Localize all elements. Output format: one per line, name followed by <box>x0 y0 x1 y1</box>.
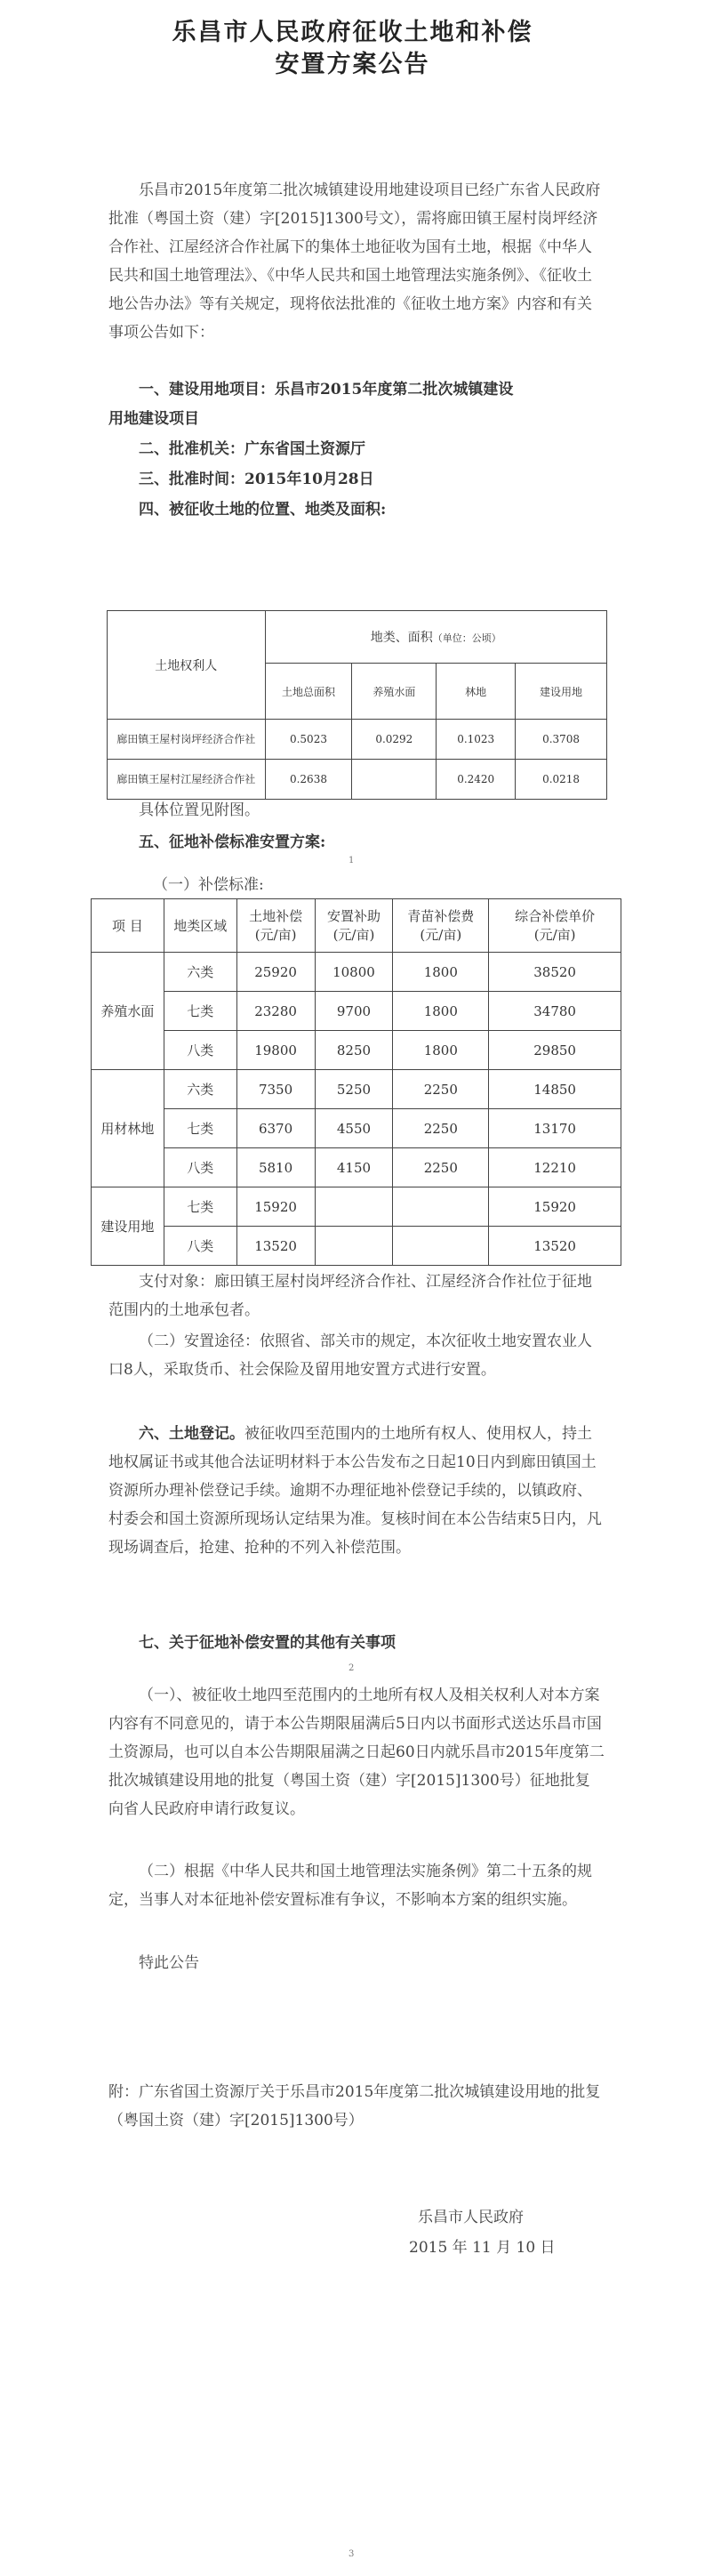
land-cell: 6370 <box>236 1109 315 1148</box>
header-item: 项 目 <box>92 899 164 953</box>
crop-cell: 1800 <box>393 1031 489 1070</box>
land-cell: 15920 <box>236 1187 315 1227</box>
col-header-construction: 建设用地 <box>516 664 607 720</box>
land-cell: 23280 <box>236 992 315 1031</box>
section-6-heading: 六、土地登记。 <box>139 1425 244 1443</box>
compensation-table <box>91 898 621 1266</box>
header-resettle-label: 安置补助 <box>326 907 381 924</box>
area-unit: （单位：公顷） <box>432 632 501 644</box>
class-cell: 八类 <box>164 1031 236 1070</box>
resettle-cell <box>315 1187 393 1227</box>
land-cell: 13520 <box>236 1227 315 1266</box>
crop-cell: 1800 <box>393 992 489 1031</box>
group-name: 建设用地 <box>92 1187 164 1266</box>
section-1-line2: 用地建设项目 <box>108 410 199 428</box>
area-header-label: 地类、面积 <box>370 631 433 645</box>
value-cell: 0.2638 <box>265 760 352 800</box>
other-matter-1: （一）、被征收土地四至范围内的土地所有权人及相关权利人对本方案内容有不同意见的，请于本公告期限届满后5日内以书面形式送达乐昌市国土资源局，也可以自本公告期限届满之日起60日内就乐昌市2015年度第二批次城镇建设用地的批复（粤国土资（建）字[2015]1300号）征地批复向省人民政府申请行政复议。 <box>108 1686 605 1818</box>
value-cell: 0.2420 <box>437 760 516 800</box>
crop-cell: 1800 <box>393 953 489 992</box>
table-row <box>108 760 607 800</box>
land-cell: 25920 <box>236 953 315 992</box>
other-matter-2: （二）根据《中华人民共和国土地管理法实施条例》第二十五条的规定，当事人对本征地补偿安置标准有争议，不影响本方案的组织实施。 <box>108 1863 592 1909</box>
subsection-compensation: （一）补偿标准: <box>153 876 264 894</box>
resettle-cell: 10800 <box>315 953 393 992</box>
resettle-cell: 4150 <box>315 1148 393 1187</box>
section-4: 四、被征收土地的位置、地类及面积: <box>139 501 387 519</box>
page-number: 1 <box>348 856 355 865</box>
page-number: 2 <box>348 1663 355 1673</box>
table-row <box>92 1187 621 1227</box>
value-cell: 0.3708 <box>516 720 607 760</box>
class-cell: 七类 <box>164 992 236 1031</box>
table-row <box>92 953 621 992</box>
header-unit: (元/亩) <box>420 926 462 943</box>
table-row <box>92 992 621 1031</box>
page-title: 乐昌市人民政府征收土地和补偿 <box>172 19 533 46</box>
signing-date: 2015 年 11 月 10 日 <box>409 2239 556 2257</box>
page-number: 3 <box>348 2549 355 2559</box>
table-row <box>92 1109 621 1148</box>
total-cell: 38520 <box>489 953 621 992</box>
header-crop-label: 青苗补偿费 <box>407 907 475 924</box>
total-cell: 15920 <box>489 1187 621 1227</box>
crop-cell: 2250 <box>393 1109 489 1148</box>
header-land-compensation <box>236 899 315 953</box>
header-class: 地类区域 <box>164 899 236 953</box>
header-unit: (元/亩) <box>332 926 375 943</box>
col-header-forest: 林地 <box>437 664 516 720</box>
value-cell: 0.0218 <box>516 760 607 800</box>
header-unit: (元/亩) <box>254 926 297 943</box>
table-row <box>92 1070 621 1109</box>
header-land-label: 土地补偿 <box>249 907 303 924</box>
header-resettlement <box>315 899 393 953</box>
table-row <box>92 1031 621 1070</box>
resettlement-method: （二）安置途径：依照省、部关市的规定，本次征收土地安置农业人口8人，采取货币、社会保险及留用地安置方式进行安置。 <box>108 1332 592 1379</box>
owner-cell: 廊田镇王屋村岗坪经济合作社 <box>108 720 266 760</box>
total-cell: 29850 <box>489 1031 621 1070</box>
total-cell: 13170 <box>489 1109 621 1148</box>
intro-paragraph: 乐昌市2015年度第二批次城镇建设用地建设项目已经广东省人民政府批准（粤国土资（建）字[2015]1300号文），需将廊田镇王屋村岗坪经济合作社、江屋经济合作社属下的集体土地征收为国有土地，根据《中华人民共和国土地管理法》、《中华人民共和国土地管理法实施条例》、《征收土地公告办法》等有关规定，现将依法批准的《征收土地方案》内容和有关事项公告如下： <box>108 181 601 342</box>
total-cell: 13520 <box>489 1227 621 1266</box>
notice-closing: 特此公告 <box>139 1954 199 1972</box>
appendix-note: 附：广东省国土资源厅关于乐昌市2015年度第二批次城镇建设用地的批复（粤国土资（建）字[2015]1300号） <box>108 2083 601 2129</box>
table-row <box>92 1227 621 1266</box>
class-cell: 八类 <box>164 1148 236 1187</box>
class-cell: 六类 <box>164 1070 236 1109</box>
resettle-cell: 4550 <box>315 1109 393 1148</box>
owner-cell: 廊田镇王屋村江屋经济合作社 <box>108 760 266 800</box>
group-name: 养殖水面 <box>92 953 164 1070</box>
land-owner-header: 土地权利人 <box>108 611 266 720</box>
section-7: 七、关于征地补偿安置的其他有关事项 <box>139 1634 396 1652</box>
land-cell: 7350 <box>236 1070 315 1109</box>
table-row <box>92 1148 621 1187</box>
crop-cell: 2250 <box>393 1148 489 1187</box>
header-total-label: 综合补偿单价 <box>515 907 596 924</box>
crop-cell: 2250 <box>393 1070 489 1109</box>
value-cell <box>352 760 437 800</box>
section-3: 三、批准时间：2015年10月28日 <box>139 471 374 488</box>
area-header <box>265 611 606 664</box>
crop-cell <box>393 1227 489 1266</box>
resettle-cell: 8250 <box>315 1031 393 1070</box>
section-5: 五、征地补偿标准安置方案: <box>139 833 326 851</box>
col-header-aquaculture: 养殖水面 <box>352 664 437 720</box>
payment-target: 支付对象：廊田镇王屋村岗坪经济合作社、江屋经济合作社位于征地范围内的土地承包者。 <box>108 1273 592 1319</box>
resettle-cell: 9700 <box>315 992 393 1031</box>
section-6 <box>108 1420 605 1562</box>
total-cell: 14850 <box>489 1070 621 1109</box>
class-cell: 七类 <box>164 1187 236 1227</box>
col-header-total: 土地总面积 <box>265 664 352 720</box>
section-1-line1: 一、建设用地项目：乐昌市2015年度第二批次城镇建设 <box>139 381 514 398</box>
group-name: 用材林地 <box>92 1070 164 1187</box>
section-2: 二、批准机关：广东省国土资源厅 <box>139 440 365 458</box>
class-cell: 八类 <box>164 1227 236 1266</box>
header-crop <box>393 899 489 953</box>
land-area-table <box>107 610 607 800</box>
crop-cell <box>393 1187 489 1227</box>
class-cell: 七类 <box>164 1109 236 1148</box>
header-unit: (元/亩) <box>533 926 576 943</box>
value-cell: 0.1023 <box>437 720 516 760</box>
location-note: 具体位置见附图。 <box>139 801 260 819</box>
header-total <box>489 899 621 953</box>
total-cell: 12210 <box>489 1148 621 1187</box>
land-cell: 19800 <box>236 1031 315 1070</box>
total-cell: 34780 <box>489 992 621 1031</box>
value-cell: 0.0292 <box>352 720 437 760</box>
resettle-cell: 5250 <box>315 1070 393 1109</box>
class-cell: 六类 <box>164 953 236 992</box>
table-row <box>108 720 607 760</box>
signing-organization: 乐昌市人民政府 <box>418 2209 524 2226</box>
section-6-body: 被征收四至范围内的土地所有权人、使用权人，持土地权属证书或其他合法证明材料于本公告发布之日起10日内到廊田镇国土资源所办理补偿登记手续。逾期不办理征地补偿登记手续的，以镇政府、村委会和国土资源所现场认定结果为准。复核时间在本公告结束5日内，凡现场调查后，抢建、抢种的不列入补偿范围。 <box>108 1425 602 1557</box>
land-cell: 5810 <box>236 1148 315 1187</box>
value-cell: 0.5023 <box>265 720 352 760</box>
resettle-cell <box>315 1227 393 1266</box>
page-subtitle: 安置方案公告 <box>275 51 430 78</box>
